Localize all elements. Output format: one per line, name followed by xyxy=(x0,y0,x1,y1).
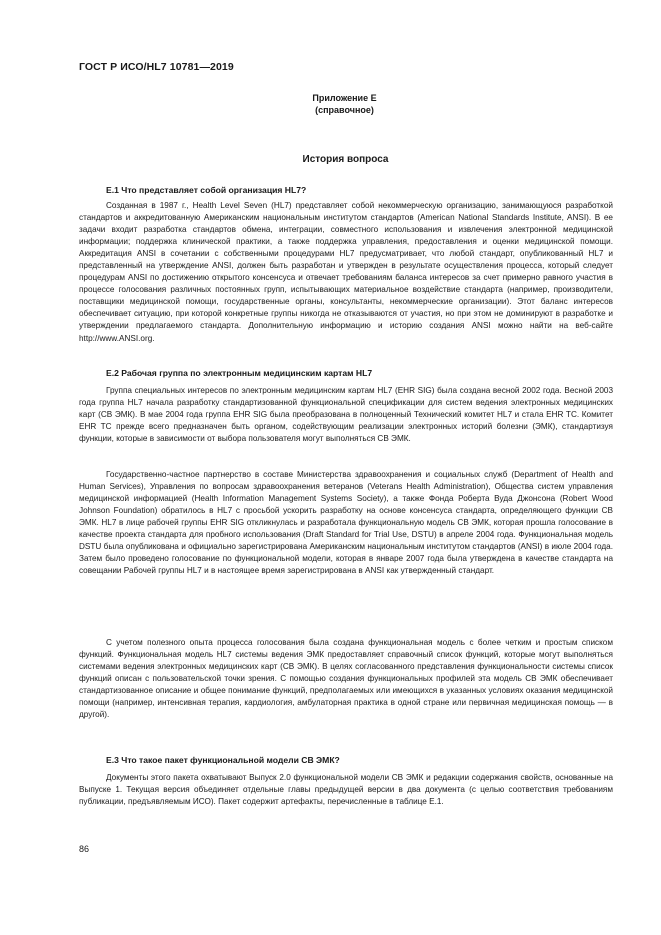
section-heading-e1: Е.1 Что представляет собой организация HL7? xyxy=(106,185,307,195)
standard-code-header: ГОСТ Р ИСО/HL7 10781—2019 xyxy=(79,61,234,73)
annex-label: Приложение Е xyxy=(312,93,377,103)
section-heading-e3: Е.3 Что такое пакет функциональной модели СВ ЭМК? xyxy=(106,755,340,765)
annex-type: (справочное) xyxy=(315,105,374,115)
section-heading-e2: Е.2 Рабочая группа по электронным медицинским картам HL7 xyxy=(106,368,373,378)
paragraph-e2-3: С учетом полезного опыта процесса голосования была создана функциональная модель с более четким и простым списком функций. Функциональная модель HL7 системы ведения ЭМК предоставляет справочный список функций, которые могут выполняться системами ведения электронных медицинских карт (СВ ЭМК). В целях согласованного представления функциональности системы список функций описан с пользовательской точки зрения. С помощью создания функциональных профилей эта модель СВ ЭМК обеспечивает стандартизованное описание и общее понимание функций, предполагаемых или имеющихся в указанных условиях оказания медицинской помощи (например, интенсивная терапия, кардиология, амбулаторная практика в одной стране или первичная медицинская помощь — в другой). xyxy=(79,638,613,720)
page-number: 86 xyxy=(79,844,90,854)
page-title: История вопроса xyxy=(302,154,389,165)
paragraph-e2-1: Группа специальных интересов по электронным медицинским картам HL7 (EHR SIG) была создана весной 2002 года. Весной 2003 года группа HL7 начала разработку стандартизованной функциональной спецификации для систем ведения электронных медицинских карт (СВ ЭМК). В мае 2004 года группа EHR SIG была преобразована в полноценный Технический комитет HL7 и стала EHR TC. Комитет EHR TC прежде всего предназначен быть органом, содействующим реализации электронных историй болезни (ЭМК), стандартизуя функции, которые в зависимости от выбора пользователя могут выполняться СВ ЭМК. xyxy=(79,386,613,444)
paragraph-e2-2: Государственно-частное партнерство в составе Министерства здравоохранения и социальных служб (Department of Health and Human Services), Управления по вопросам здравоохранения ветеранов (Veterans Health Administration), Общества систем управления медицинской информацией (Health Information Management Systems Society), а также Фонда Роберта Вуда Джонсона (Robert Wood Johnson Foundation) обратилось в HL7 с просьбой ускорить разработку на основе консенсуса стандарта, определяющего функции СВ ЭМК. HL7 в лице рабочей группы EHR SIG откликнулась и разработала функциональную модель СВ ЭМК, которая прошла голосование в качестве проекта стандарта для пробного использования (Draft Standard for Trial Use, DSTU) в апреле 2004 года. Функциональная модель DSTU была опубликована и официально зарегистрирована Американским национальным институтом стандартов (ANSI) в июле 2004 года. Затем было проведено голосование по функциональной модели, которая в январе 2007 года была утверждена в качестве стандарта на совещании Рабочей группы HL7 и в настоящее время зарегистрирована в ANSI как утвержденный стандарт. xyxy=(79,470,613,576)
paragraph-e1-1: Созданная в 1987 г., Health Level Seven (HL7) представляет собой некоммерческую организацию, занимающуюся разработкой стандартов и аккредитованную Американским национальным институтом стандартов (American National Standards Institute, ANSI). В ее задачи входит разработка стандартов обмена, интеграции, совместного использования и извлечения электронной медицинской информации; поддержка клинической практики, а также поддержка управления, предоставления и оценки медицинской помощи. Аккредитация ANSI в сочетании с собственными процедурами HL7 предусматривает, что любой стандарт, опубликованный HL7 и представленный на утверждение ANSI, должен быть разработан и утвержден в результате осуществления процесса, который следует процедурам ANSI по достижению открытого консенсуса и отвечает требованиям баланса интересов за счет примерно равного участия в процессе голосования различных постоянных групп, испытывающих материальное воздействие стандарта (например, производители, поставщики медицинской помощи, государственные органы, консультанты, некоммерческие организации). Этот баланс интересов обеспечивает ситуацию, при которой конкретные группы никогда не отказываются от участия, но при этом не доминируют в разработке и утверждении предлагаемого стандарта. Дополнительную информацию и историю создания ANSI можно найти на веб-сайте http://www.ANSI.org. xyxy=(79,201,613,343)
paragraph-e3-1: Документы этого пакета охватывают Выпуск 2.0 функциональной модели СВ ЭМК и редакции содержания свойств, основанные на Выпуске 1. Текущая версия объединяет отдельные главы предыдущей версии в два документа (с целью соответствия требованиям публикации, предъявляемым ИСО). Пакет содержит артефакты, перечисленные в таблице Е.1. xyxy=(79,773,613,807)
annex-block xyxy=(0,92,661,116)
